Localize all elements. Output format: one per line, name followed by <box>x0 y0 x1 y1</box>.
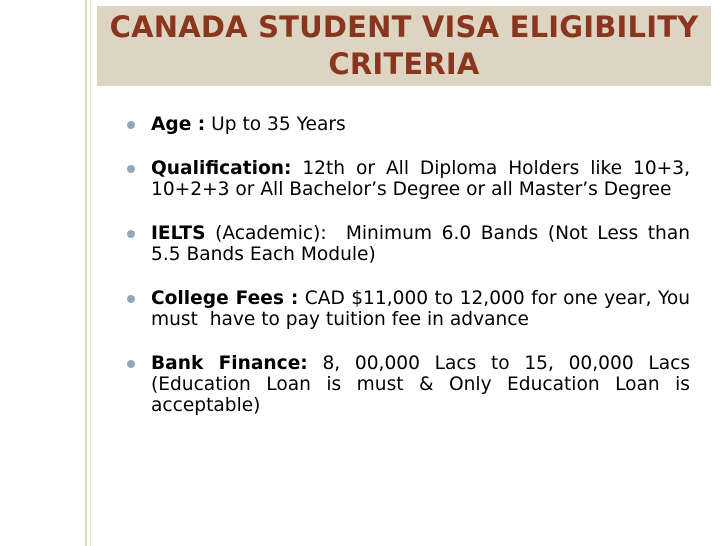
criteria-label: College Fees : <box>151 288 299 309</box>
criteria-text: 12th or All Diploma Holders like 10+3, 10+2+3 or All Bachelor’s Degree or all Master’s Degree <box>151 158 696 200</box>
criteria-item-bank-finance <box>125 353 696 416</box>
decorative-rule <box>85 0 87 546</box>
criteria-label: Bank Finance: <box>151 353 308 374</box>
bullet-icon <box>127 230 135 238</box>
bullet-icon <box>127 295 135 303</box>
bullet-icon <box>127 165 135 173</box>
criteria-text: CAD $11,000 to 12,000 for one year, You must have to pay tuition fee in advance <box>151 288 696 330</box>
criteria-item-college-fees <box>125 288 696 330</box>
criteria-text: Up to 35 Years <box>205 114 346 135</box>
criteria-text: 8, 00,000 Lacs to 15, 00,000 Lacs (Education Loan is must & Only Education Loan is acceptable) <box>151 353 696 416</box>
decorative-rule-thin <box>90 0 91 546</box>
bullet-icon <box>127 121 135 129</box>
criteria-label: Age : <box>151 114 206 135</box>
criteria-list <box>125 114 696 416</box>
criteria-label: Qualification: <box>151 158 292 179</box>
criteria-item-qualification <box>125 158 696 200</box>
criteria-item-ielts <box>125 223 696 265</box>
criteria-text: (Academic): Minimum 6.0 Bands (Not Less than 5.5 Bands Each Module) <box>151 223 696 265</box>
criteria-label: IELTS <box>151 223 206 244</box>
slide-title: CANADA STUDENT VISA ELIGIBILITY CRITERIA <box>109 10 699 81</box>
criteria-item-age <box>125 114 690 135</box>
bullet-icon <box>127 360 135 368</box>
